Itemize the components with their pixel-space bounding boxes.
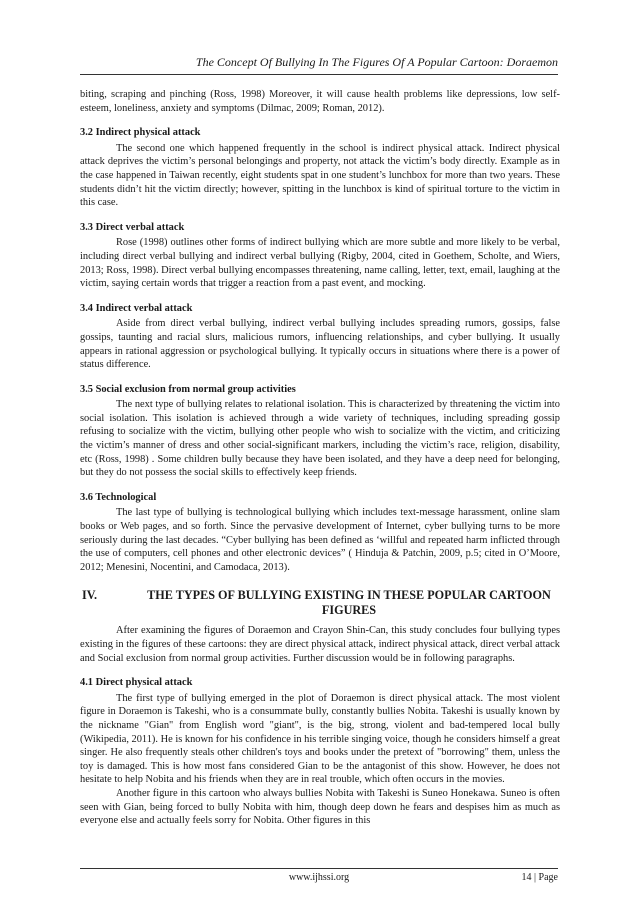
running-header: The Concept Of Bullying In The Figures Of A Popular Cartoon: Doraemon xyxy=(195,55,558,69)
paragraph-3-2: The second one which happened frequently in the school is indirect physical attack. Indirect physical attack deprives the victim’s personal belongings and property, not attack the victim’s body directly. Example as in the case happened in Taiwan recently, eight students spat in one student’s lunchbox for more than two years. These students didn’t hit the victim directly; however, spitting in the lunchbox is kind of spiritual torture to the victim in this case. xyxy=(80,142,560,209)
footer-page-number: 14 | Page xyxy=(521,872,558,883)
page-body xyxy=(80,88,560,828)
heading-3-2: 3.2 Indirect physical attack xyxy=(80,127,201,139)
section-4-number: IV. xyxy=(82,588,98,603)
footer-rule xyxy=(80,868,558,869)
footer-url[interactable]: www.ijhssi.org xyxy=(288,872,350,883)
heading-4-1: 4.1 Direct physical attack xyxy=(80,677,193,689)
heading-3-6: 3.6 Technological xyxy=(80,491,157,503)
paragraph-4-1-a: The first type of bullying emerged in the plot of Doraemon is direct physical attack. The most violent figure in Doraemon is Takeshi, who is a consummate bully, constantly bullies Nobita. Takeshi is usually known by the nickname "Gian" from English word "giant", is the big, strong, violent and bad-tempered local bully (Wikipedia, 2011). He is known for his confidence in his terrible singing voice, though he considers himself a great singer. He also frequently steals other children's toys and books under the pretext of "borrowing" them, unless the toy is damaged. This is how most fans considered Gian to be the antagonist of this show. However, he does not hesitate to help Nobita and his friends when they are in real trouble, which often occurs in the movies. xyxy=(80,692,560,786)
heading-3-3: 3.3 Direct verbal attack xyxy=(80,221,185,233)
paragraph-4-1-b: Another figure in this cartoon who always bullies Nobita with Takeshi is Suneo Honekawa. Suneo is often seen with Gian, being forced to bully Nobita with him, though deep down he fears and despises him as much as everyone else and actually feels sorry for Nobita. Other figures in this xyxy=(80,787,560,827)
heading-3-4: 3.4 Indirect verbal attack xyxy=(80,302,193,314)
intro-paragraph: biting, scraping and pinching (Ross, 1998) Moreover, it will cause health problems like depressions, low self-esteem, loneliness, anxiety and symptoms (Dilmac, 2009; Roman, 2012). xyxy=(80,89,560,114)
header-rule xyxy=(80,74,558,75)
paragraph-3-4: Aside from direct verbal bullying, indirect verbal bullying includes spreading rumors, gossips, false gossips, taunting and racial slurs, malicious rumors, influencing relationships, and cyber bullying. It usually appears in rational aggression or psychological bullying. It typically occurs in situations where there is a power of status difference. xyxy=(80,318,560,371)
heading-3-5: 3.5 Social exclusion from normal group activities xyxy=(80,383,296,395)
section-4-title: THE TYPES OF BULLYING EXISTING IN THESE POPULAR CARTOON FIGURES xyxy=(147,588,551,618)
paragraph-3-5: The next type of bullying relates to relational isolation. This is characterized by threatening the victim into social isolation. This isolation is achieved through a wide variety of techniques, including spreading gossip refusing to socialize with the victim, bullying other people who wish to socialize with the victim, and criticizing the victim’s manner of dress and other social-significant markers, including the victim’s race, religion, disability, etc (Ross, 1998) . Some children bully because they have been isolated, and they have a deep need for belonging, but they do not possess the social skills to effectively keep friends. xyxy=(80,399,560,479)
paragraph-3-3: Rose (1998) outlines other forms of indirect bullying which are more subtle and more likely to be verbal, including direct verbal bullying and indirect verbal bullying (Rigby, 2004, cited in Goethem, Scholte, and Wiers, 2013; Ross, 1998). Direct verbal bullying encompasses threatening, name calling, letter, text, email, laughing at the victim, saying certain words that trigger a reaction from a past event, and mocking. xyxy=(80,237,560,290)
paragraph-3-6: The last type of bullying is technological bullying which includes text-message harassment, online slam books or Web pages, and so forth. Since the pervasive development of Internet, cyber bullying turns to be more seriously during the last decades. “Cyber bullying has been defined as ‘willful and repeated harm inflicted through the use of computers, cell phones and other electronic devices” ( Hinduja & Patchin, 2009, p.5; cited in O’Moore, 2012; Menesini, Nocentini, and Camodaca, 2013). xyxy=(80,507,560,573)
section-4-heading xyxy=(80,588,560,618)
paragraph-4: After examining the figures of Doraemon and Crayon Shin-Can, this study concludes four bullying types existing in the figures of these cartoons: they are direct physical attack, indirect physical attack, direct verbal attack and Social exclusion from normal group activities. Further discussion would be in following paragraphs. xyxy=(80,625,560,664)
